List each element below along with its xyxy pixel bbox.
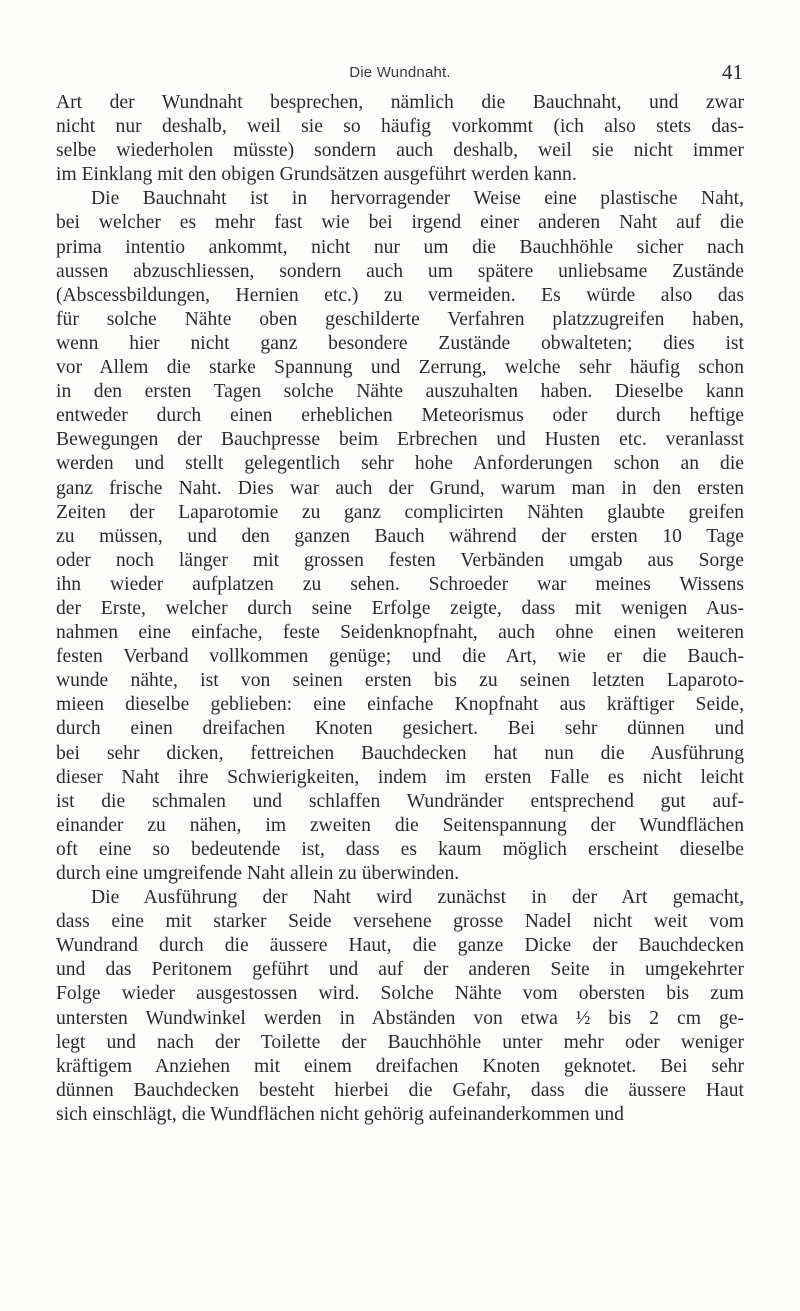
text-line: werden und stellt gelegentlich sehr hohe Anforderungen schon an die	[56, 453, 744, 475]
text-line: vor Allem die starke Spannung und Zerrung, welche sehr häufig schon	[56, 357, 744, 379]
text-line: Bewegungen der Bauchpresse beim Erbrechen und Husten etc. veranlasst	[56, 429, 744, 451]
text-line: aussen abzuschliessen, sondern auch um spätere unliebsame Zustände	[56, 260, 744, 282]
page-number: 41	[722, 60, 743, 84]
paragraph	[56, 187, 744, 886]
text-line: nicht nur deshalb, weil sie so häufig vorkommt (ich also stets das-	[56, 116, 744, 138]
text-line: durch einen dreifachen Knoten gesichert. Bei sehr dünnen und	[56, 718, 744, 740]
text-line: für solche Nähte oben geschilderte Verfahren platzzugreifen haben,	[56, 308, 744, 330]
text-line: wenn hier nicht ganz besondere Zustände obwalteten; dies ist	[56, 332, 744, 354]
text-line: dünnen Bauchdecken besteht hierbei die Gefahr, dass die äussere Haut	[56, 1079, 744, 1101]
text-line: zu müssen, und den ganzen Bauch während der ersten 10 Tage	[56, 525, 744, 547]
text-line: Die Bauchnaht ist in hervorragender Weise eine plastische Naht,	[91, 188, 744, 210]
text-line: bei welcher es mehr fast wie bei irgend einer anderen Naht auf die	[56, 212, 744, 234]
text-line: ihn wieder aufplatzen zu sehen. Schroeder war meines Wissens	[56, 573, 744, 595]
text-line: im Einklang mit den obigen Grundsätzen ausgeführt werden kann.	[56, 164, 577, 186]
paragraph	[56, 91, 744, 187]
text-line: nahmen eine einfache, feste Seidenknopfnaht, auch ohne einen weiteren	[56, 622, 744, 644]
text-line: (Abscessbildungen, Hernien etc.) zu vermeiden. Es würde also das	[56, 284, 744, 306]
body-text	[56, 91, 744, 1127]
text-line: oder noch länger mit grossen festen Verbänden umgab aus Sorge	[56, 549, 744, 571]
text-line: Wundrand durch die äussere Haut, die ganze Dicke der Bauchdecken	[56, 935, 744, 957]
text-line: sich einschlägt, die Wundflächen nicht gehörig aufeinanderkommen und	[56, 1103, 624, 1125]
text-line: selbe wiederholen müsste) sondern auch deshalb, weil sie nicht immer	[56, 140, 744, 162]
text-line: und das Peritonem geführt und auf der anderen Seite in umgekehrter	[56, 959, 744, 981]
running-head: Die Wundnaht.	[349, 64, 451, 81]
text-line: Folge wieder ausgestossen wird. Solche Nähte vom obersten bis zum	[56, 983, 744, 1005]
text-line: in den ersten Tagen solche Nähte auszuhalten haben. Dieselbe kann	[56, 381, 744, 403]
text-line: legt und nach der Toilette der Bauchhöhle unter mehr oder weniger	[56, 1031, 744, 1053]
text-line: dass eine mit starker Seide versehene grosse Nadel nicht weit vom	[56, 911, 744, 933]
text-line: festen Verband vollkommen genüge; und die Art, wie er die Bauch-	[56, 646, 744, 668]
text-line: oft eine so bedeutende ist, dass es kaum möglich erscheint dieselbe	[56, 838, 744, 860]
page-header	[0, 60, 800, 90]
text-line: wunde nähte, ist von seinen ersten bis zu seinen letzten Laparoto-	[56, 670, 744, 692]
text-line: einander zu nähen, im zweiten die Seitenspannung der Wundflächen	[56, 814, 744, 836]
text-line: Zeiten der Laparotomie zu ganz complicirten Nähten glaubte greifen	[56, 501, 744, 523]
text-line: der Erste, welcher durch seine Erfolge zeigte, dass mit wenigen Aus-	[56, 597, 744, 619]
text-line: Die Ausführung der Naht wird zunächst in der Art gemacht,	[91, 887, 744, 909]
text-line: entweder durch einen erheblichen Meteorismus oder durch heftige	[56, 405, 744, 427]
text-line: mieen dieselbe geblieben: eine einfache Knopfnaht aus kräftiger Seide,	[56, 694, 744, 716]
text-line: untersten Wundwinkel werden in Abständen von etwa ½ bis 2 cm ge-	[56, 1007, 744, 1029]
text-line: bei sehr dicken, fettreichen Bauchdecken hat nun die Ausführung	[56, 742, 744, 764]
text-line: prima intentio ankommt, nicht nur um die Bauchhöhle sicher nach	[56, 236, 744, 258]
text-line: Art der Wundnaht besprechen, nämlich die Bauchnaht, und zwar	[56, 92, 744, 113]
text-line: kräftigem Anziehen mit einem dreifachen Knoten geknotet. Bei sehr	[56, 1055, 744, 1077]
paragraph	[56, 886, 744, 1127]
text-line: durch eine umgreifende Naht allein zu überwinden.	[56, 863, 460, 884]
text-line: ganz frische Naht. Dies war auch der Grund, warum man in den ersten	[56, 477, 744, 499]
text-line: ist die schmalen und schlaffen Wundränder entsprechend gut auf-	[56, 790, 744, 812]
text-line: dieser Naht ihre Schwierigkeiten, indem im ersten Falle es nicht leicht	[56, 766, 744, 788]
